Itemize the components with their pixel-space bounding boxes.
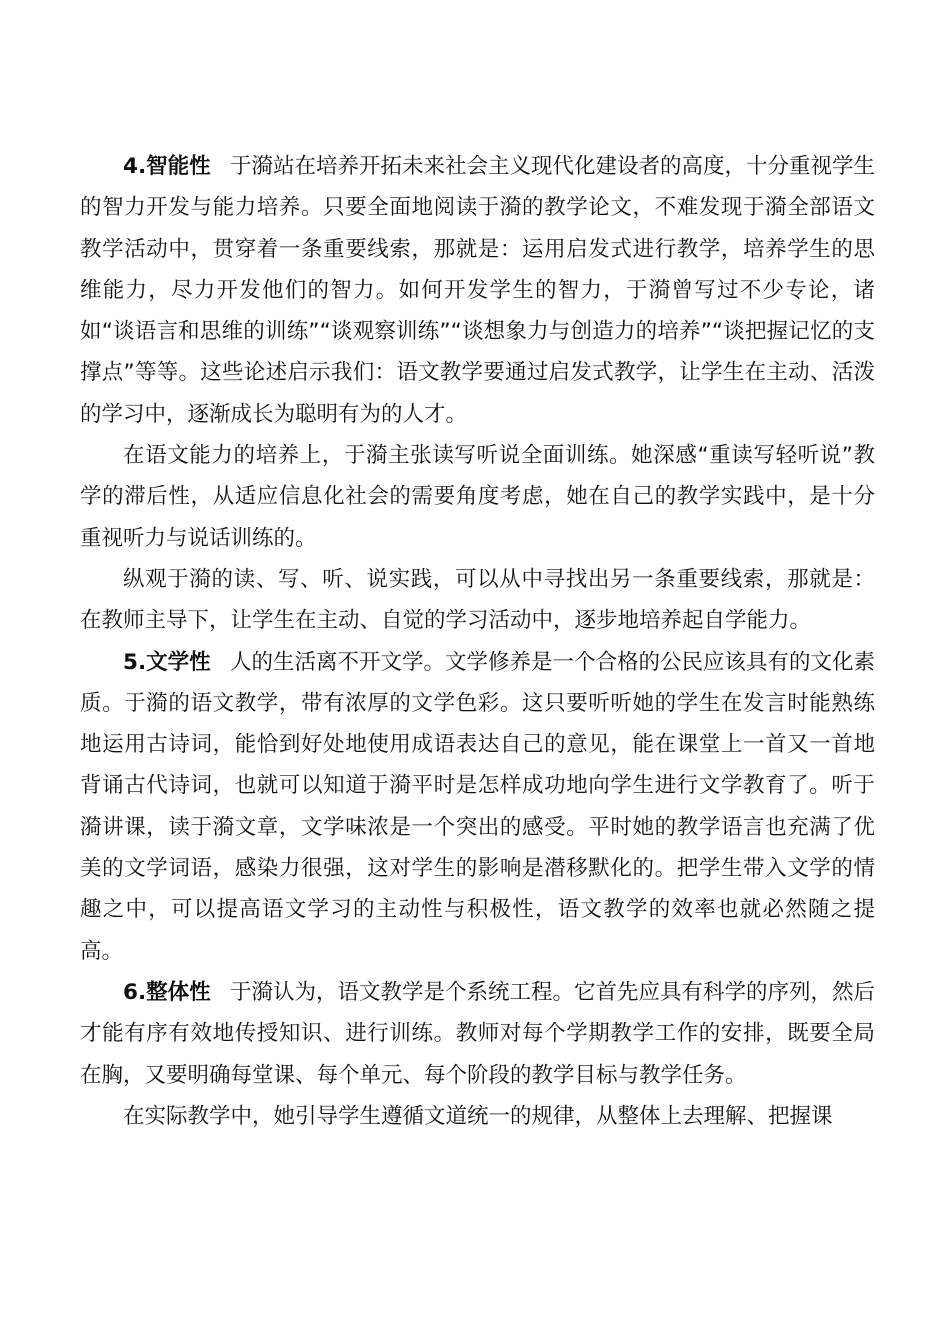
- paragraph-text: 于漪认为，语文教学是个系统工程。它首先应具有科学的序列，然后才能有序有效地传授知识、进行训练。教师对每个学期教学工作的安排，既要全局在胸，又要明确每堂课、每个单元、每个阶段的教学目标与教学任务。: [80, 979, 875, 1088]
- section-heading-5: 5.文学性: [123, 649, 211, 675]
- paragraph-intelligence: [80, 146, 875, 435]
- paragraph-holistic: [80, 972, 875, 1096]
- paragraph-self-study: [80, 559, 875, 642]
- paragraph-text: 在语文能力的培养上，于漪主张读写听说全面训练。她深感“重读写轻听说”教学的滞后性，从适应信息化社会的需要角度考虑，她在自己的教学实践中，是十分重视听力与说话训练的。: [80, 443, 875, 551]
- paragraph-text: 于漪站在培养开拓未来社会主义现代化建设者的高度，十分重视学生的智力开发与能力培养。只要全面地阅读于漪的教学论文，不难发现于漪全部语文教学活动中，贯穿着一条重要线索，那就是：运用启发式进行教学，培养学生的思维能力，尽力开发他们的智力。如何开发学生的智力，于漪曾写过不少专论，诸如“谈语言和思维的训练”“谈观察训练”“谈想象力与创造力的培养”“谈把握记忆的支撑点”等等。这些论述启示我们：语文教学要通过启发式教学，让学生在主动、活泼的学习中，逐渐成长为聪明有为的人才。: [80, 154, 875, 427]
- paragraph-text: 在实际教学中，她引导学生遵循文道统一的规律，从整体上去理解、把握课: [123, 1103, 833, 1129]
- paragraph-practice: [80, 1096, 875, 1137]
- paragraph-language-ability: [80, 435, 875, 559]
- paragraph-literary: [80, 642, 875, 972]
- document-body: [80, 146, 875, 1137]
- paragraph-text: 人的生活离不开文学。文学修养是一个合格的公民应该具有的文化素质。于漪的语文教学，带有浓厚的文学色彩。这只要听听她的学生在发言时能熟练地运用古诗词，能恰到好处地使用成语表达自己的意见，能在课堂上一首又一首地背诵古代诗词，也就可以知道于漪平时是怎样成功地向学生进行文学教育了。听于漪讲课，读于漪文章，文学味浓是一个突出的感受。平时她的教学语言也充满了优美的文学词语，感染力很强，这对学生的影响是潜移默化的。把学生带入文学的情趣之中，可以提高语文学习的主动性与积极性，语文教学的效率也就必然随之提高。: [80, 649, 875, 964]
- section-heading-6: 6.整体性: [123, 979, 211, 1005]
- paragraph-text: 纵观于漪的读、写、听、说实践，可以从中寻找出另一条重要线索，那就是：在教师主导下，让学生在主动、自觉的学习活动中，逐步地培养起自学能力。: [80, 566, 875, 634]
- section-heading-4: 4.智能性: [123, 154, 211, 179]
